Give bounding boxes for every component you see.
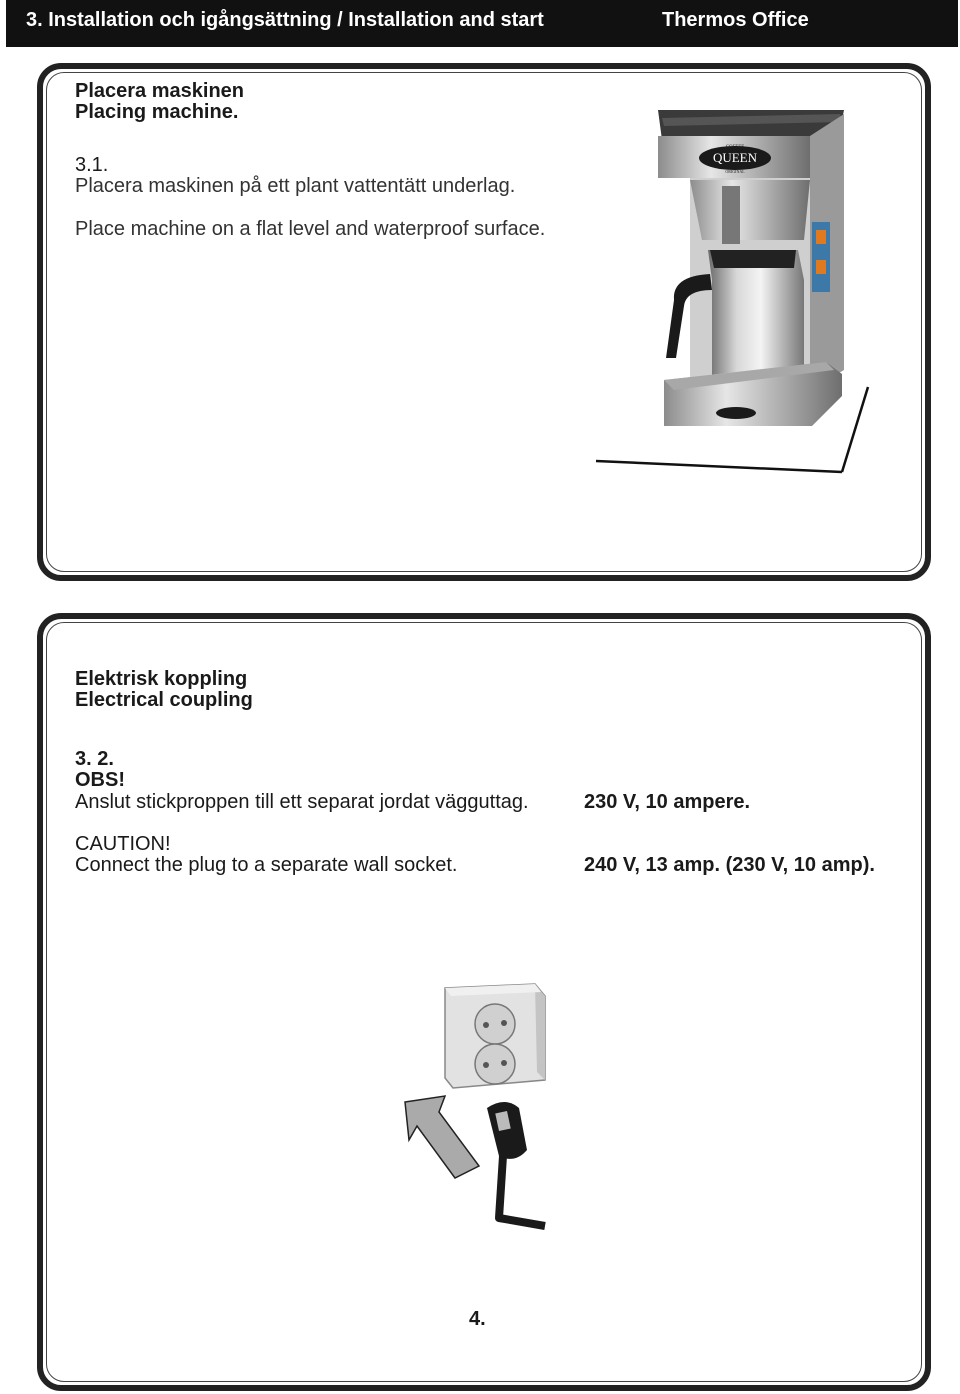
wall-socket-illustration <box>395 980 555 1240</box>
section2-text-sv: Anslut stickproppen till ett separat jordat vägguttag. <box>75 791 529 813</box>
section2-text-en: Connect the plug to a separate wall socket. <box>75 854 458 876</box>
machine-logo-main: QUEEN <box>712 150 758 165</box>
section2-heading-sv: Elektrisk koppling <box>75 668 248 690</box>
section2-spec-en: 240 V, 13 amp. (230 V, 10 amp). <box>584 854 875 876</box>
coffee-machine-illustration <box>590 100 890 480</box>
machine-logo-top: COFFEE <box>725 145 745 150</box>
section2-number: 3. 2. <box>75 748 114 770</box>
machine-logo-bottom: ORIGINAL <box>725 169 745 174</box>
page-header-title: 3. Installation och igångsättning / Installation and start <box>26 9 544 31</box>
obs-label: OBS! <box>75 769 125 791</box>
page-number: 4. <box>469 1308 486 1330</box>
section2-heading-en: Electrical coupling <box>75 689 253 711</box>
section1-text-sv: Placera maskinen på ett plant vattentätt underlag. <box>75 175 516 197</box>
section2-spec-sv: 230 V, 10 ampere. <box>584 791 751 813</box>
section1-number: 3.1. <box>75 154 109 176</box>
page-header <box>6 0 958 47</box>
section1-heading-en: Placing machine. <box>75 101 239 123</box>
section1-heading-sv: Placera maskinen <box>75 80 244 102</box>
section1-text-en: Place machine on a flat level and waterproof surface. <box>75 218 546 240</box>
caution-label: CAUTION! <box>75 833 171 855</box>
page-header-brand: Thermos Office <box>662 9 809 31</box>
